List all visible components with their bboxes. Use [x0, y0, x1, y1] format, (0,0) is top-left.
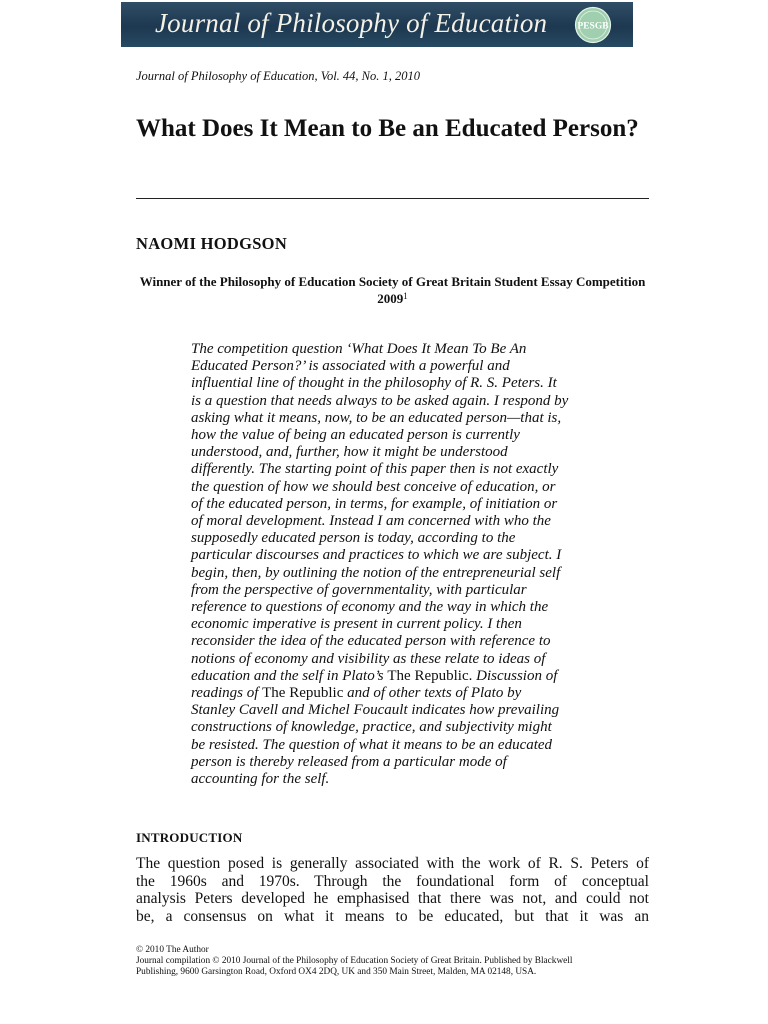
publisher-address-line: Publishing, 9600 Garsington Road, Oxford OX4 2DQ, UK and 350 Main Street, Malden, MA 02148, USA. — [136, 967, 537, 977]
award-statement — [136, 273, 649, 307]
abstract-text: readings of — [191, 685, 263, 702]
abstract-line: The competition question ‘What Does It Mean To Be An — [191, 341, 527, 357]
abstract-line: Stanley Cavell and Michel Foucault indicates how prevailing — [191, 702, 560, 719]
abstract-line: begin, then, by outlining the notion of the entrepreneurial self — [191, 564, 561, 581]
copyright-footer — [136, 945, 649, 978]
pesgb-seal-logo — [574, 6, 612, 44]
abstract-line: influential line of thought in the philosophy of R. S. Peters. It — [191, 375, 557, 392]
journal-banner — [121, 2, 633, 47]
abstract-line: supposedly educated person is today, according to the — [191, 530, 516, 547]
abstract-line: Educated Person?’ is associated with a powerful and — [191, 358, 510, 375]
abstract-text: and of other texts of Plato by — [343, 685, 522, 702]
paragraph-line: be, a consensus on what it means to be educated, but that it was an — [136, 907, 649, 925]
paragraph-line: The question posed is generally associated with the work of R. S. Peters of — [136, 855, 649, 872]
abstract-text: education and the self in Plato’s — [191, 667, 388, 684]
abstract-text: Discussion of — [472, 667, 558, 684]
abstract-line: constructions of knowledge, practice, and subjectivity might — [191, 719, 552, 736]
abstract-line: of the educated person, in terms, for example, of initiation or — [191, 495, 558, 512]
book-title: The Republic — [262, 685, 344, 702]
abstract-line: asking what it means, now, to be an educated person—that is, — [191, 409, 562, 426]
title-divider — [136, 198, 649, 199]
abstract-line: reconsider the idea of the educated person with reference to — [191, 633, 551, 650]
article-title: What Does It Mean to Be an Educated Person? — [136, 115, 639, 142]
abstract-line: reference to questions of economy and the way in which the — [191, 599, 549, 616]
book-title: The Republic. — [387, 667, 473, 684]
paragraph-line: analysis Peters developed he emphasised that there was not, and could not — [136, 890, 649, 907]
abstract-line: be resisted. The question of what it means to be an educated — [191, 736, 553, 753]
footnote-marker: 1 — [403, 291, 408, 301]
author-name: NAOMI HODGSON — [136, 234, 288, 253]
abstract-line: economic imperative is present in current policy. I then — [191, 616, 522, 633]
abstract-line: of moral development. Instead I am concerned with who the — [191, 513, 551, 530]
abstract-line — [191, 685, 631, 702]
introduction-paragraph — [136, 855, 649, 925]
paragraph-line: the 1960s and 1970s. Through the foundational form of conceptual — [136, 872, 649, 890]
abstract-line: particular discourses and practices to which we are subject. I — [191, 547, 562, 564]
abstract-line: accounting for the self. — [191, 771, 330, 788]
abstract-line: how the value of being an educated person is currently — [191, 427, 520, 444]
abstract — [191, 341, 631, 788]
abstract-line: person is thereby released from a particular mode of — [191, 753, 507, 770]
abstract-line: understood, and, further, how it might be understood — [191, 444, 508, 461]
award-text: Winner of the Philosophy of Education Society of Great Britain Student Essay Competition 2009 — [139, 274, 646, 306]
section-heading-introduction: INTRODUCTION — [136, 830, 243, 845]
publisher-line: Journal compilation © 2010 Journal of the Philosophy of Education Society of Great Britain. Published by Blackwell — [136, 956, 573, 966]
journal-citation: Journal of Philosophy of Education, Vol. 44, No. 1, 2010 — [136, 69, 421, 83]
abstract-line: the question of how we should best conceive of education, or — [191, 478, 556, 495]
abstract-line — [191, 668, 631, 685]
svg-text:PESGB: PESGB — [577, 21, 609, 32]
journal-name: Journal of Philosophy of Education — [155, 8, 548, 38]
abstract-line: is a question that needs always to be asked again. I respond by — [191, 392, 569, 409]
abstract-line: notions of economy and visibility as these relate to ideas of — [191, 650, 546, 667]
abstract-line: differently. The starting point of this paper then is not exactly — [191, 461, 559, 478]
copyright-line: © 2010 The Author — [136, 945, 209, 955]
abstract-line: from the perspective of governmentality, with particular — [191, 581, 527, 598]
